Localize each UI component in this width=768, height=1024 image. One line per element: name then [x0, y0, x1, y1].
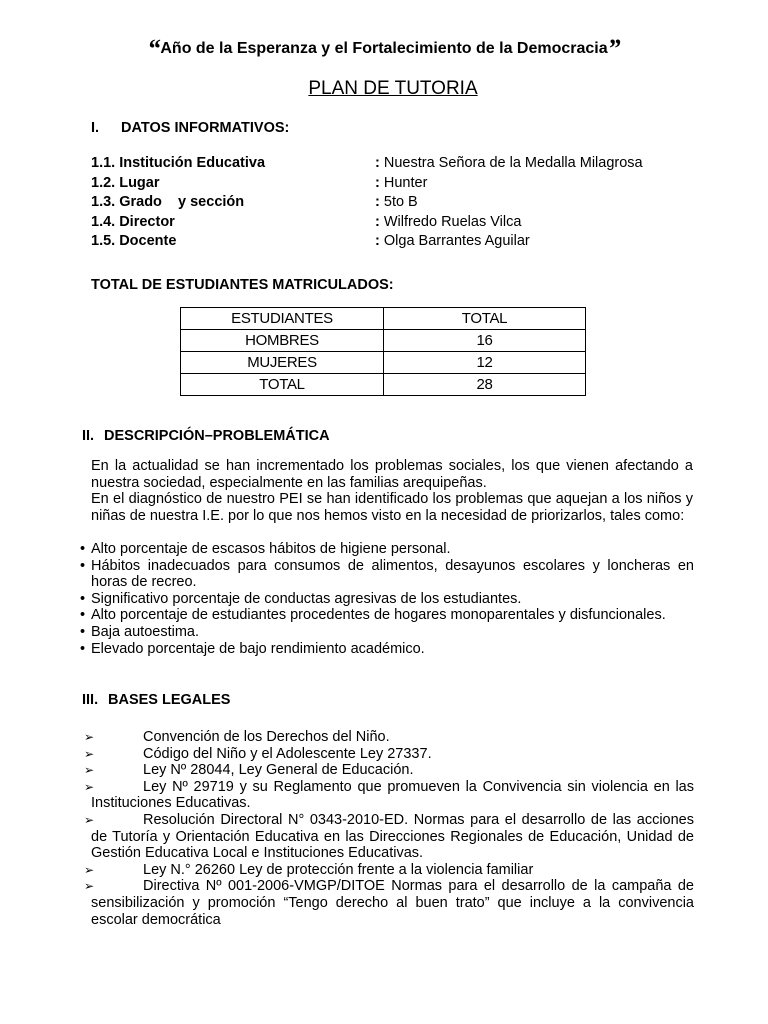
table-row	[181, 330, 586, 352]
list-item	[80, 607, 694, 624]
section-1-title: DATOS INFORMATIVOS:	[121, 120, 290, 136]
list-item-text: Resolución Directoral N° 0343-2010-ED. Normas para el desarrollo de las acciones de Tutoría y Orientación Educativa en las Direcciones Regionales de Educación, Unidad de Gestión Educativa Local e Instituciones Educativas.	[91, 811, 694, 862]
table-cell: 16	[384, 330, 586, 352]
list-item	[84, 862, 694, 879]
info-row	[91, 213, 711, 233]
table-cell: TOTAL	[181, 374, 384, 396]
list-item	[80, 558, 694, 591]
info-value-wrap	[375, 193, 418, 213]
list-item-text: Código del Niño y el Adolescente Ley 27337.	[143, 745, 432, 762]
section-2-title: DESCRIPCIÓN–PROBLEMÁTICA	[104, 428, 330, 444]
arrow-bullet-icon: ➢	[84, 812, 95, 827]
table-cell: 28	[384, 374, 586, 396]
info-label: 1.2. Lugar	[91, 174, 160, 191]
open-quote: “	[147, 34, 161, 63]
legal-bases-list	[84, 729, 694, 928]
list-item-text: Significativo porcentaje de conductas agresivas de los estudiantes.	[91, 590, 522, 607]
bullet-icon: •	[80, 607, 86, 624]
info-colon: :	[375, 155, 380, 171]
table-cell: HOMBRES	[181, 330, 384, 352]
list-item-text: Ley Nº 29719 y su Reglamento que promueven la Convivencia sin violencia en las Instituciones Educativas.	[91, 778, 694, 812]
enrollment-heading: TOTAL DE ESTUDIANTES MATRICULADOS:	[91, 277, 394, 293]
page-title: PLAN DE TUTORIA	[308, 78, 478, 99]
bullet-icon: •	[80, 541, 86, 557]
info-colon: :	[375, 174, 380, 191]
table-cell: 12	[384, 352, 586, 374]
bullet-icon: •	[80, 590, 86, 607]
bullet-icon: •	[80, 623, 86, 640]
table-cell: MUJERES	[181, 352, 384, 374]
arrow-bullet-icon: ➢	[84, 730, 95, 744]
list-item-text: Ley Nº 28044, Ley General de Educación.	[143, 762, 414, 779]
info-value: 5to B	[383, 194, 418, 210]
list-item-text: Alto porcentaje de escasos hábitos de higiene personal.	[91, 541, 451, 557]
info-label: 1.1. Institución Educativa	[91, 155, 266, 171]
list-item-text: Hábitos inadecuados para consumos de alimentos, desayunos escolares y loncheras en horas de recreo.	[91, 557, 694, 591]
arrow-bullet-icon: ➢	[84, 862, 95, 877]
info-colon: :	[375, 233, 380, 249]
list-item	[84, 878, 694, 928]
info-label: 1.3. Grado y sección	[91, 194, 245, 210]
table-row	[181, 352, 586, 374]
section-1-heading	[91, 120, 289, 136]
info-colon: :	[375, 213, 380, 230]
list-item	[84, 762, 694, 779]
info-value-wrap	[375, 232, 530, 252]
list-item	[84, 812, 694, 862]
table-header-cell: ESTUDIANTES	[181, 308, 384, 330]
section-3-heading	[82, 692, 230, 708]
info-value: Hunter	[383, 174, 428, 191]
info-row	[91, 174, 711, 194]
arrow-bullet-icon: ➢	[84, 879, 95, 894]
bullet-icon: •	[80, 640, 86, 657]
info-row	[91, 193, 711, 213]
section-3-number: III.	[82, 692, 99, 708]
table-header-row	[181, 308, 586, 330]
info-table	[91, 154, 711, 252]
list-item-text: Directiva Nº 001-2006-VMGP/DITOE Normas para el desarrollo de la campaña de sensibilización y promoción “Tengo derecho al buen trato” que incluye a la convivencia escolar democrática	[91, 878, 694, 928]
arrow-bullet-icon: ➢	[84, 763, 95, 778]
motto-text: Año de la Esperanza y el Fortalecimiento de la Democracia	[160, 40, 608, 57]
table-header-cell: TOTAL	[384, 308, 586, 330]
info-label: 1.4. Director	[91, 213, 175, 230]
bullet-icon: •	[80, 557, 86, 574]
section-2-heading	[82, 428, 330, 444]
info-value: Nuestra Señora de la Medalla Milagrosa	[383, 155, 643, 171]
list-item	[84, 746, 694, 763]
list-item-text: Convención de los Derechos del Niño.	[143, 729, 390, 745]
info-value-wrap	[375, 213, 521, 233]
section-3-title: BASES LEGALES	[108, 692, 231, 708]
info-row	[91, 154, 711, 174]
list-item-text: Baja autoestima.	[91, 623, 200, 640]
info-value-wrap	[375, 174, 427, 194]
list-item-text: Ley N.° 26260 Ley de protección frente a la violencia familiar	[143, 861, 534, 878]
problem-paragraph-1: En la actualidad se han incrementado los problemas sociales, los que vienen afectando a nuestra sociedad, especialmente en las familias arequipeñas.	[91, 458, 693, 491]
close-quote: ”	[607, 34, 621, 63]
list-item	[80, 591, 694, 608]
enrollment-table	[180, 307, 586, 396]
list-item-text: Alto porcentaje de estudiantes procedentes de hogares monoparentales y disfuncionales.	[91, 607, 666, 624]
problem-list	[80, 541, 694, 657]
info-value: Olga Barrantes Aguilar	[383, 233, 530, 249]
list-item	[80, 641, 694, 658]
list-item	[84, 729, 694, 746]
arrow-bullet-icon: ➢	[84, 746, 95, 761]
info-value-wrap	[375, 154, 643, 174]
arrow-bullet-icon: ➢	[84, 779, 95, 794]
section-1-number: I.	[91, 120, 100, 136]
problem-paragraph-2: En el diagnóstico de nuestro PEI se han identificado los problemas que aquejan a los niños y niñas de nuestra I.E. por lo que nos hemos visto en la necesidad de priorizarlos, tales como:	[91, 491, 693, 524]
section-2-number: II.	[82, 428, 95, 444]
info-colon: :	[375, 194, 380, 210]
info-row	[91, 232, 711, 252]
list-item	[80, 624, 694, 641]
list-item-text: Elevado porcentaje de bajo rendimiento académico.	[91, 640, 425, 657]
info-value: Wilfredo Ruelas Vilca	[383, 213, 522, 230]
table-row	[181, 374, 586, 396]
info-label: 1.5. Docente	[91, 233, 177, 249]
list-item	[80, 541, 694, 558]
list-item	[84, 779, 694, 812]
motto-line	[0, 36, 768, 62]
